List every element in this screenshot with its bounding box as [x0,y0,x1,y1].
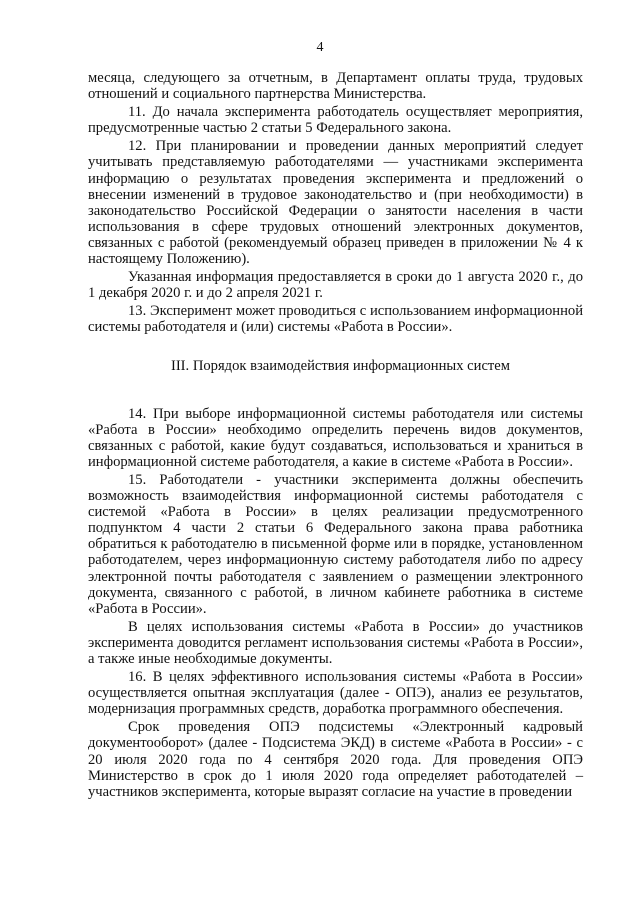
paragraph-15: 15. Работодатели - участники эксперимента должны обеспечить возможность взаимодействия информационной системы работодателя с системой «Работа в России» в целях реализации предусмотренного подпунктом 4 части 2 статьи 6 Федерального закона права работника обратиться к работодателю в письменной форме или в порядке, установленном работодателем, через информационную систему работодателя либо по адресу электронной почты работодателя с заявлением о размещении электронного документа, связанного с работой, в личном кабинете работника в системе «Работа в России». [88,471,583,617]
paragraph-14: 14. При выборе информационной системы работодателя или системы «Работа в России» необходимо определить перечень видов документов, связанных с работой, какие будут создаваться, использоваться и храниться в информационной системе работодателя, а какие в системе «Работа в России». [88,405,583,470]
paragraph-15-regulation: В целях использования системы «Работа в России» до участников эксперимента доводится регламент использования системы «Работа в России», а также иные необходимые документы. [88,618,583,667]
paragraph-16-schedule: Срок проведения ОПЭ подсистемы «Электронный кадровый документооборот» (далее - Подсистема ЭКД) в системе «Работа в России» - с 20 июля 2020 года по 4 сентября 2020 года. Для проведения ОПЭ Министерство в срок до 1 июля 2020 года определяет работодателей – участников эксперимента, которые выразят согласие на участие в проведении [88,719,583,800]
paragraph-13: 13. Эксперимент может проводиться с использованием информационной системы работодателя и (или) системы «Работа в России». [88,303,583,336]
paragraph-16: 16. В целях эффективного использования системы «Работа в России» осуществляется опытная эксплуатация (далее - ОПЭ), анализ ее результатов, модернизация программных средств, доработка программного обеспечения. [88,669,583,718]
section-heading: III. Порядок взаимодействия информационных систем [170,357,511,374]
document-body [88,70,583,800]
paragraph-12: 12. При планировании и проведении данных мероприятий следует учитывать представляемую работодателями — участниками эксперимента информацию о результатах проведения эксперимента и предложений о внесении изменений в трудовое законодательство и (при необходимости) в законодательство Российской Федерации о занятости населения в части использования в сфере трудовых отношений электронных документов, связанных с работой (рекомендуемый образец приведен в приложении № 4 к настоящему Положению). [88,138,583,268]
page-number: 4 [316,40,324,55]
paragraph-11: 11. До начала эксперимента работодатель осуществляет мероприятия, предусмотренные частью 2 статьи 5 Федерального закона. [88,104,583,137]
paragraph-12-deadlines: Указанная информация предоставляется в сроки до 1 августа 2020 г., до 1 декабря 2020 г. и до 2 апреля 2021 г. [88,269,583,302]
paragraph-continuation: месяца, следующего за отчетным, в Департамент оплаты труда, трудовых отношений и социального партнерства Министерства. [88,70,583,103]
